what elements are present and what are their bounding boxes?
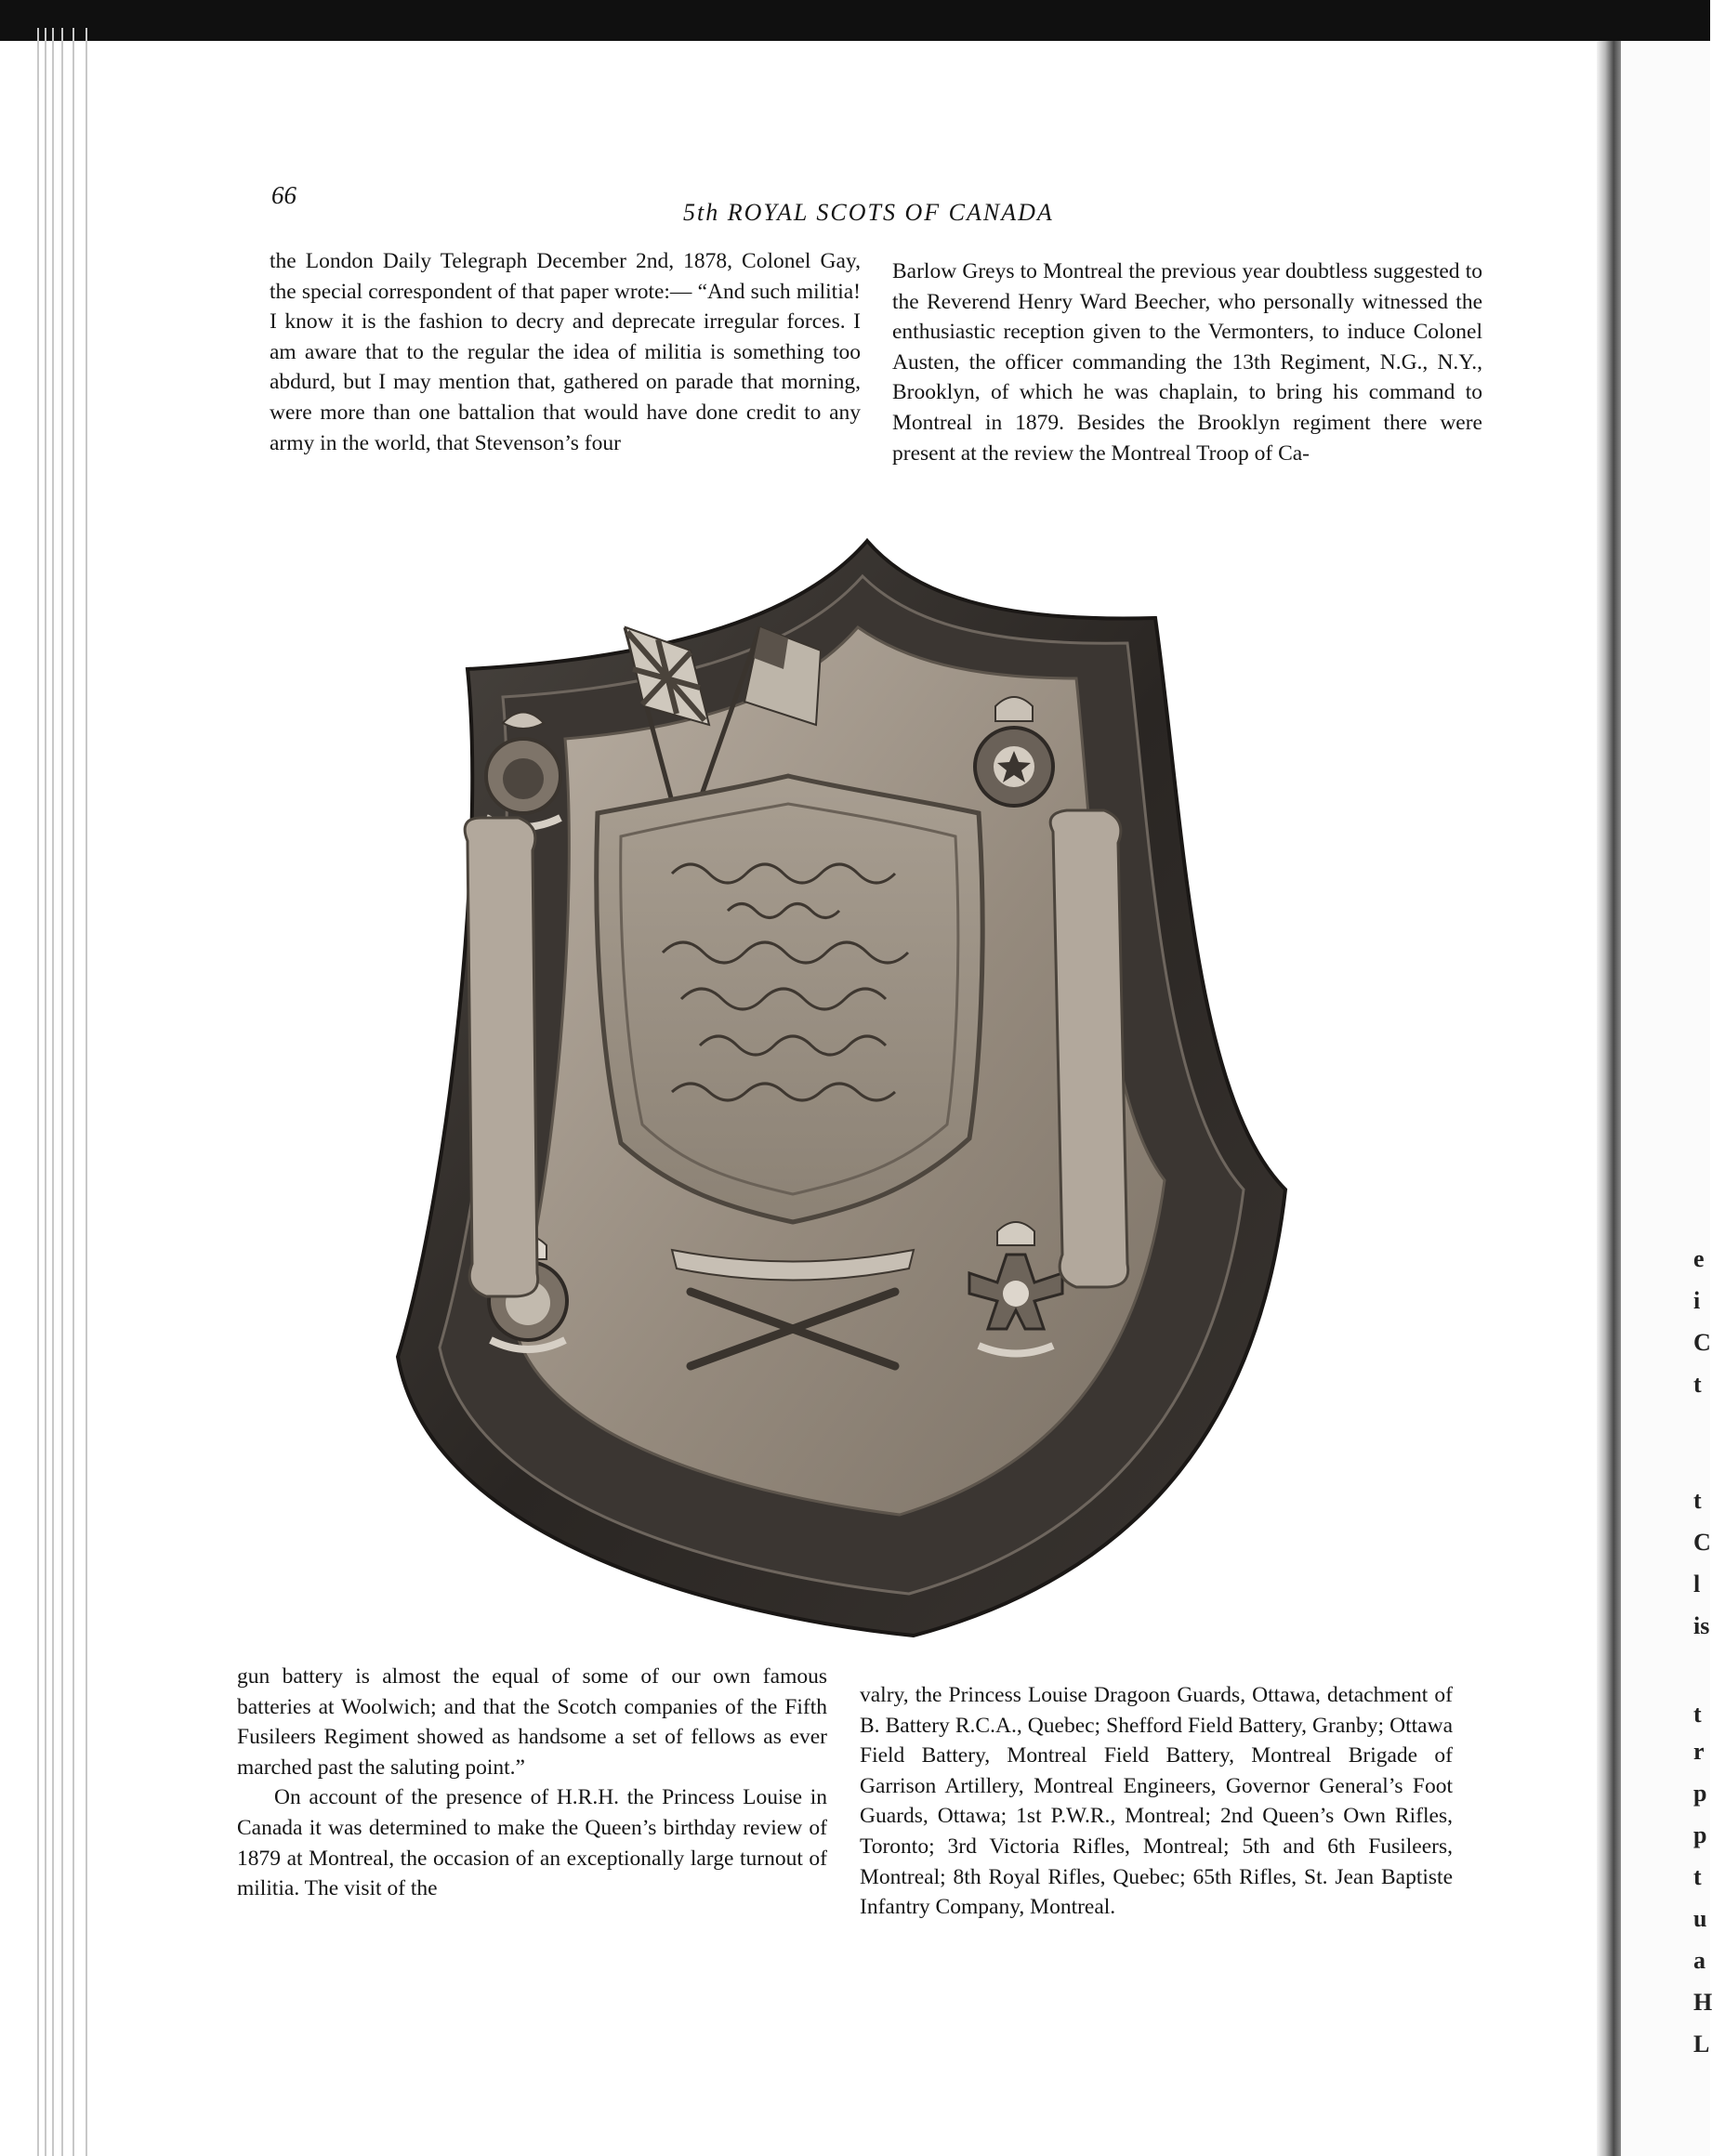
text-column-top-right: [892, 256, 1482, 468]
text-column-bottom-left: [237, 1662, 827, 1904]
inscription-panel: [597, 776, 982, 1222]
paragraph: Barlow Greys to Montreal the previous year doubtless suggested to the Reverend Henry Ward Beecher, who personally witnessed the enthusiastic reception given to the Vermonters, to induce Colonel Austen, the officer commanding the 13th Regiment, N.G., N.Y., Brooklyn, of which he was chaplain, to bring his command to Montreal in 1879. Besides the Brooklyn regiment there were present at the review the Montreal Troop of Ca-: [892, 259, 1482, 466]
paragraph: gun battery is almost the equal of some of our own famous batteries at Woolwich; and that the Scotch companies of the Fifth Fusileers Regiment showed as handsome a set of fellows as ever marched past the saluting point.”: [237, 1664, 827, 1780]
facing-page-fragment: t: [1693, 1487, 1702, 1514]
facing-page-fragment: t: [1693, 1371, 1702, 1398]
facing-page-fragment: is: [1693, 1612, 1710, 1639]
paragraph: valry, the Princess Louise Dragoon Guards, Ottawa, detachment of B. Battery R.C.A., Quebec; Shefford Field Battery, Granby; Ottawa Field Battery, Montreal Field Battery, Montreal Brigade of Garrison Artillery, Montreal Engineers, Governor General’s Foot Guards, Ottawa; 1st P.W.R., Montreal; 2nd Queen’s Own Rifles, Toronto; 3rd Victoria Rifles, Montreal; 5th and 6th Fusileers, Montreal; 8th Royal Rifles, Quebec; 65th Rifles, St. Jean Baptiste Infantry Company, Montreal.: [860, 1683, 1453, 1920]
facing-page-fragment: a: [1693, 1947, 1705, 1974]
facing-page-fragment: L: [1693, 2031, 1710, 2057]
name-scroll-left: [465, 818, 538, 1296]
paragraph: the London Daily Telegraph December 2nd, 1878, Colonel Gay, the special correspondent of that paper wrote:— “And such militia! I know it is the fashion to decry and deprecate irregular forces. I am aware that to the regular the idea of militia is something too abdurd, but I may mention that, gathered on parade that morning, were more than one battalion that would have done credit to any army in the world, that Stevenson’s four: [270, 249, 861, 455]
facing-page-fragment: H: [1693, 1989, 1712, 2016]
book-gutter: [1597, 41, 1621, 2156]
facing-page-fragment: t: [1693, 1863, 1702, 1890]
facing-page-fragment: r: [1693, 1738, 1705, 1765]
page-number: 66: [271, 181, 296, 209]
text-column-top-left: [270, 246, 861, 458]
facing-page-fragment: l: [1693, 1571, 1701, 1597]
facing-page-fragment: t: [1693, 1701, 1702, 1728]
paragraph: On account of the presence of H.R.H. the Princess Louise in Canada it was determined to make the Queen’s birthday review of 1879 at Montreal, the occasion of an exceptionally large turnout of militia. The visit of the: [237, 1785, 827, 1901]
facing-page-fragment: u: [1693, 1905, 1707, 1932]
facing-page-fragment: i: [1693, 1287, 1701, 1314]
facing-page-fragment: C: [1693, 1329, 1711, 1356]
scan-top-border: [0, 0, 1710, 41]
book-page-edges: [37, 28, 102, 2156]
facing-page-fragment: C: [1693, 1529, 1711, 1556]
facing-page-fragment: p: [1693, 1780, 1707, 1807]
text-column-bottom-right: [860, 1680, 1453, 1923]
facing-page-fragment: p: [1693, 1821, 1707, 1848]
trophy-shield-photograph: [393, 539, 1304, 1640]
running-header: 5th ROYAL SCOTS OF CANADA: [683, 199, 1054, 226]
facing-page-fragment: e: [1693, 1245, 1705, 1272]
name-scroll-right: [1050, 810, 1128, 1287]
